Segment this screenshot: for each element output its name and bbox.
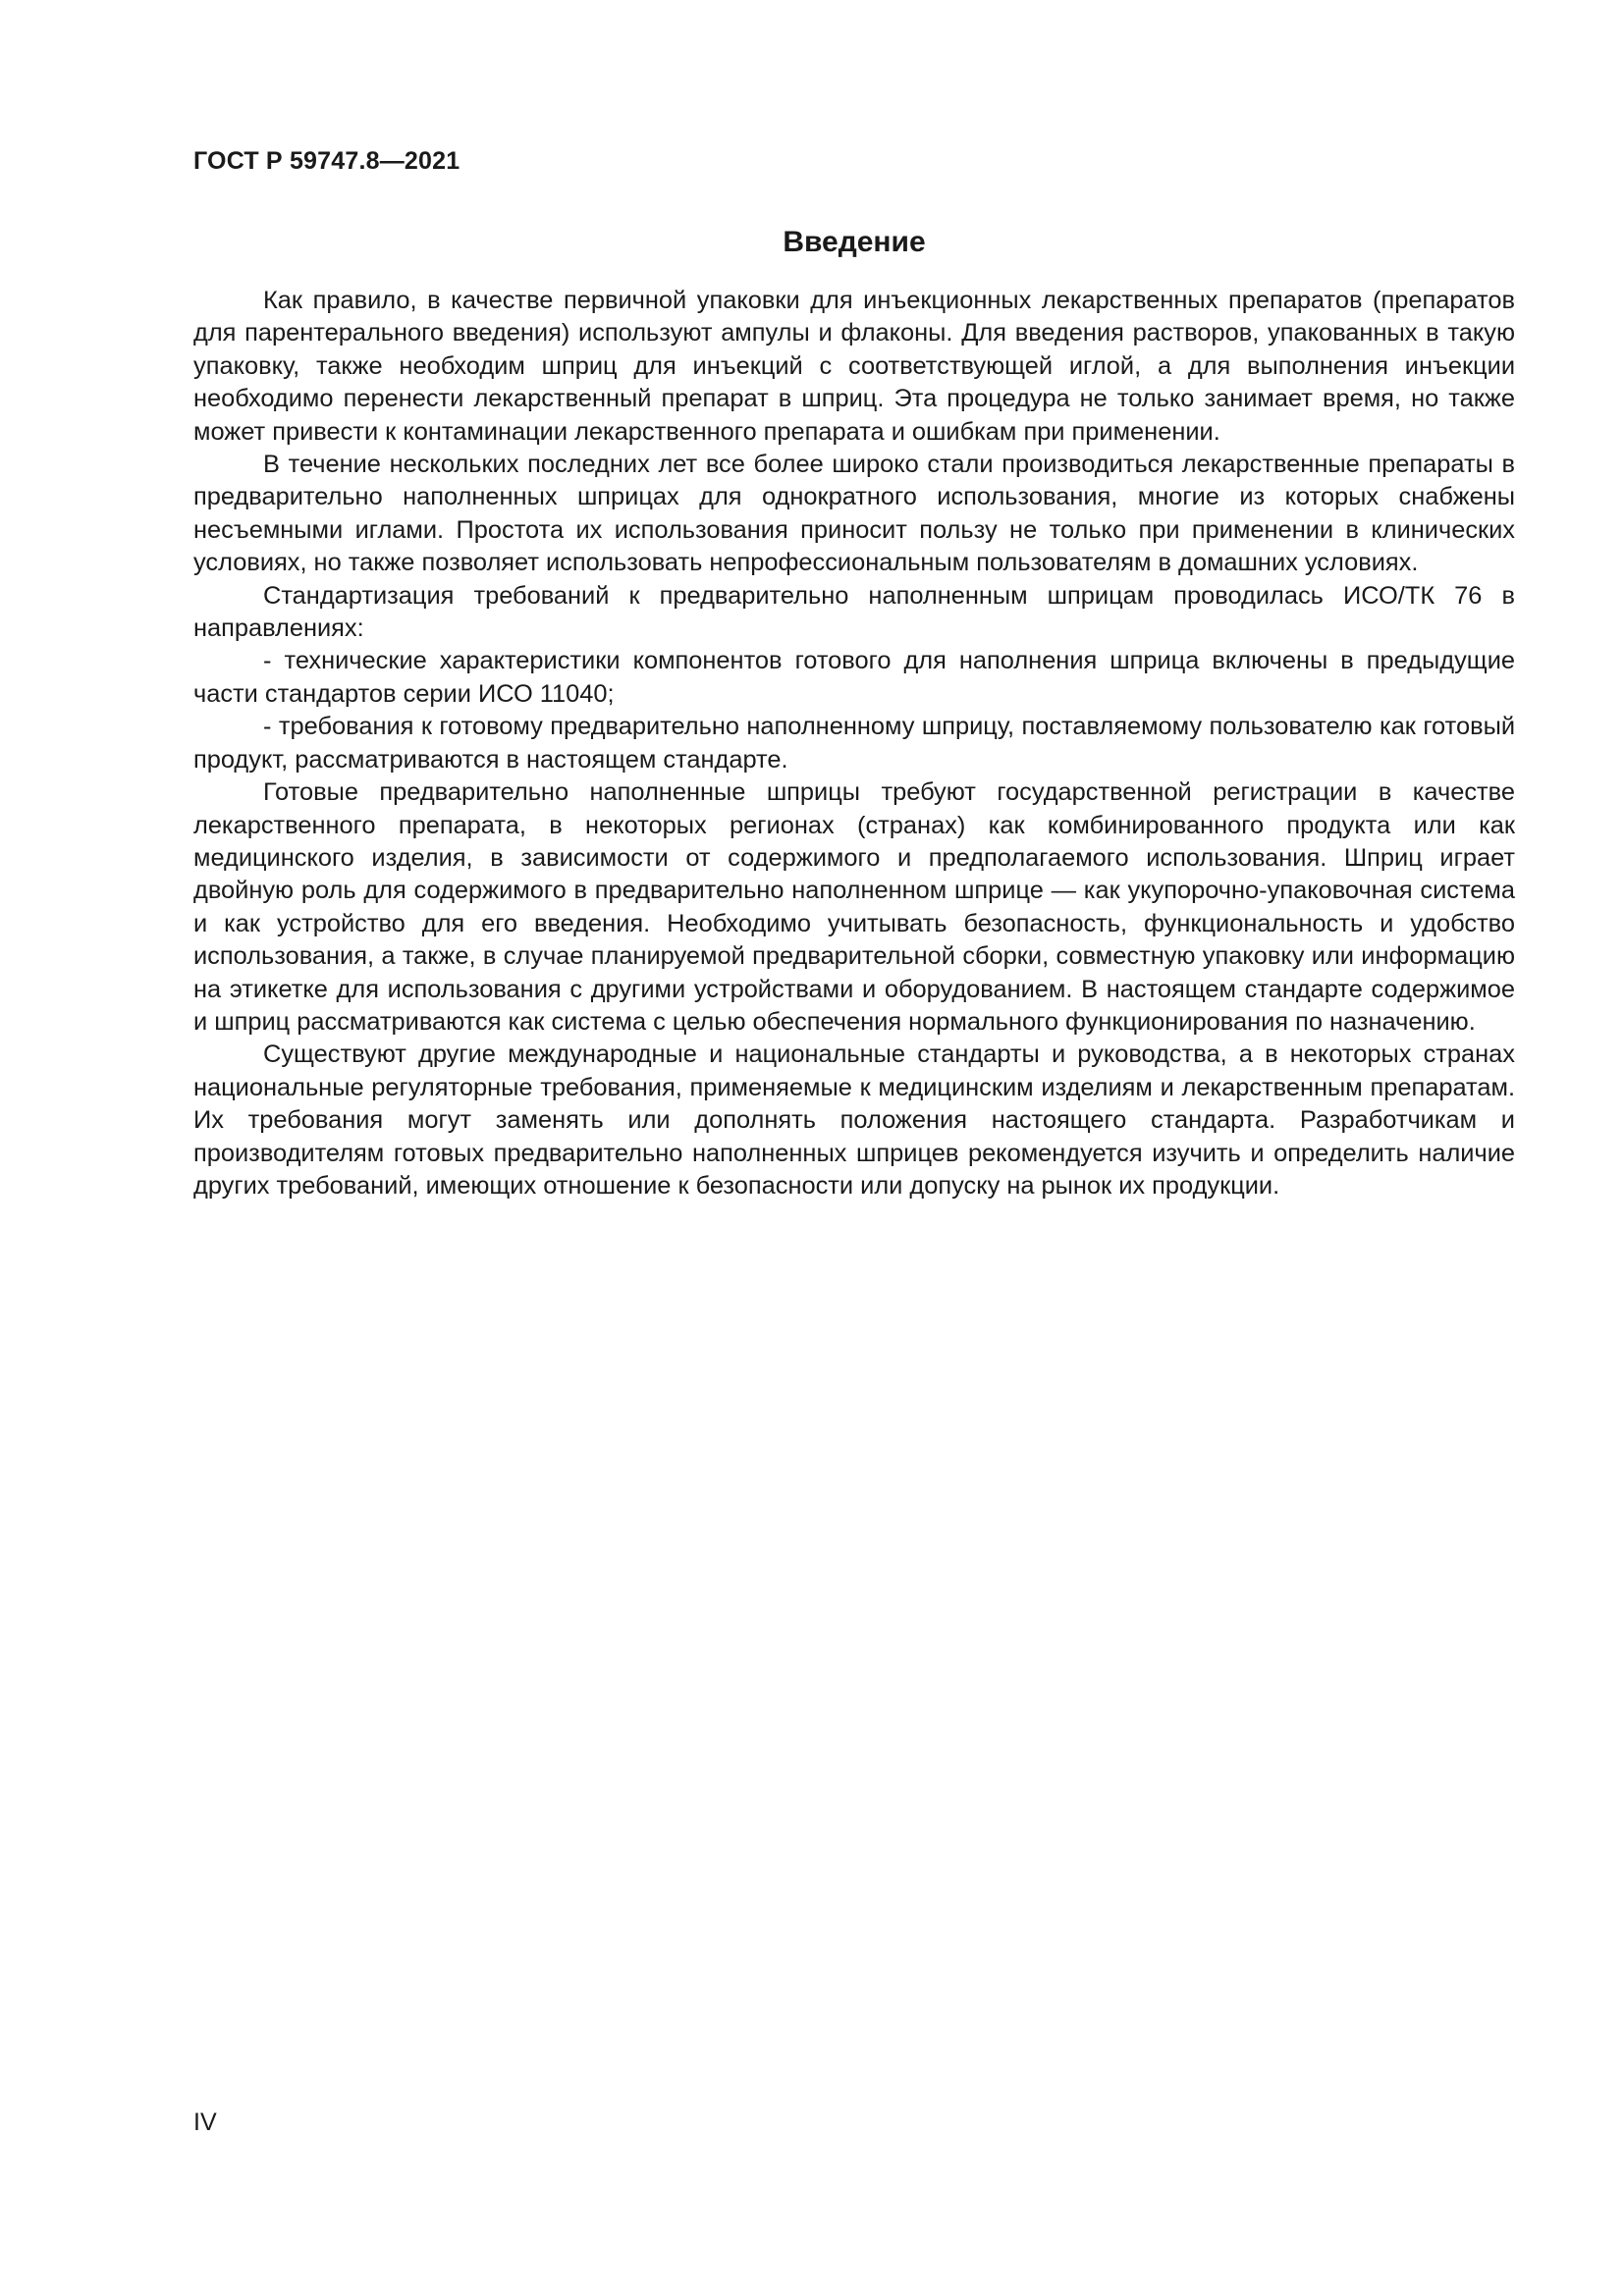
list-item: - требования к готовому предварительно наполненному шприцу, поставляемому пользователю как готовый продукт, рассматриваются в настоящем стандарте. (193, 713, 1515, 774)
list-item: - технические характеристики компонентов готового для наполнения шприца включены в предыдущие части стандартов серии ИСО 11040; (193, 647, 1515, 708)
paragraph: В течение нескольких последних лет все более широко стали производиться лекарственные препараты в предварительно наполненных шприцах для однократного использования, многие из которых снабжены несъемными иглами. Простота их использования приносит пользу не только при применении в клинических условиях, но также позволяет использовать непрофессиональным пользователям в домашних условиях. (193, 451, 1515, 577)
page-number: IV (193, 2109, 217, 2136)
paragraph: Стандартизация требований к предварительно наполненным шприцам проводилась ИСО/ТК 76 в направлениях: (193, 581, 1515, 643)
paragraph: Как правило, в качестве первичной упаковки для инъекционных лекарственных препаратов (препаратов для парентерального введения) используют ампулы и флаконы. Для введения растворов, упакованных в такую упаковку, также необходим шприц для инъекций с соответствующей иглой, а для выполнения инъекции необходимо перенести лекарственный препарат в шприц. Эта процедура не только занимает время, но также может привести к контаминации лекарственного препарата и ошибкам при применении. (193, 287, 1515, 446)
paragraph: Готовые предварительно наполненные шприцы требуют государственной регистрации в качестве лекарственного препарата, в некоторых регионах (странах) как комбинированного продукта или как медицинского изделия, в зависимости от содержимого и предполагаемого использования. Шприц играет двойную роль для содержимого в предварительно наполненном шприце — как укупорочно-упаковочная система и как устройство для его введения. Необходимо учитывать безопасность, функциональность и удобство использования, а также, в случае планируемой предварительной сборки, совместную упаковку или информацию на этикетке для использования с другими устройствами и оборудованием. В настоящем стандарте содержимое и шприц рассматриваются как система с целью обеспечения нормального функционирования по назначению. (193, 778, 1515, 1036)
body-text (193, 285, 1515, 1202)
section-title: Введение (783, 226, 926, 258)
paragraph: Существуют другие международные и национальные стандарты и руководства, а в некоторых странах национальные регуляторные требования, применяемые к медицинским изделиям и лекарственным препаратам. Их требования могут заменять или дополнять положения настоящего стандарта. Разработчикам и производителям готовых предварительно наполненных шприцев рекомендуется изучить и определить наличие других требований, имеющих отношение к безопасности или допуску на рынок их продукции. (193, 1041, 1515, 1200)
document-code: ГОСТ Р 59747.8—2021 (193, 147, 460, 175)
